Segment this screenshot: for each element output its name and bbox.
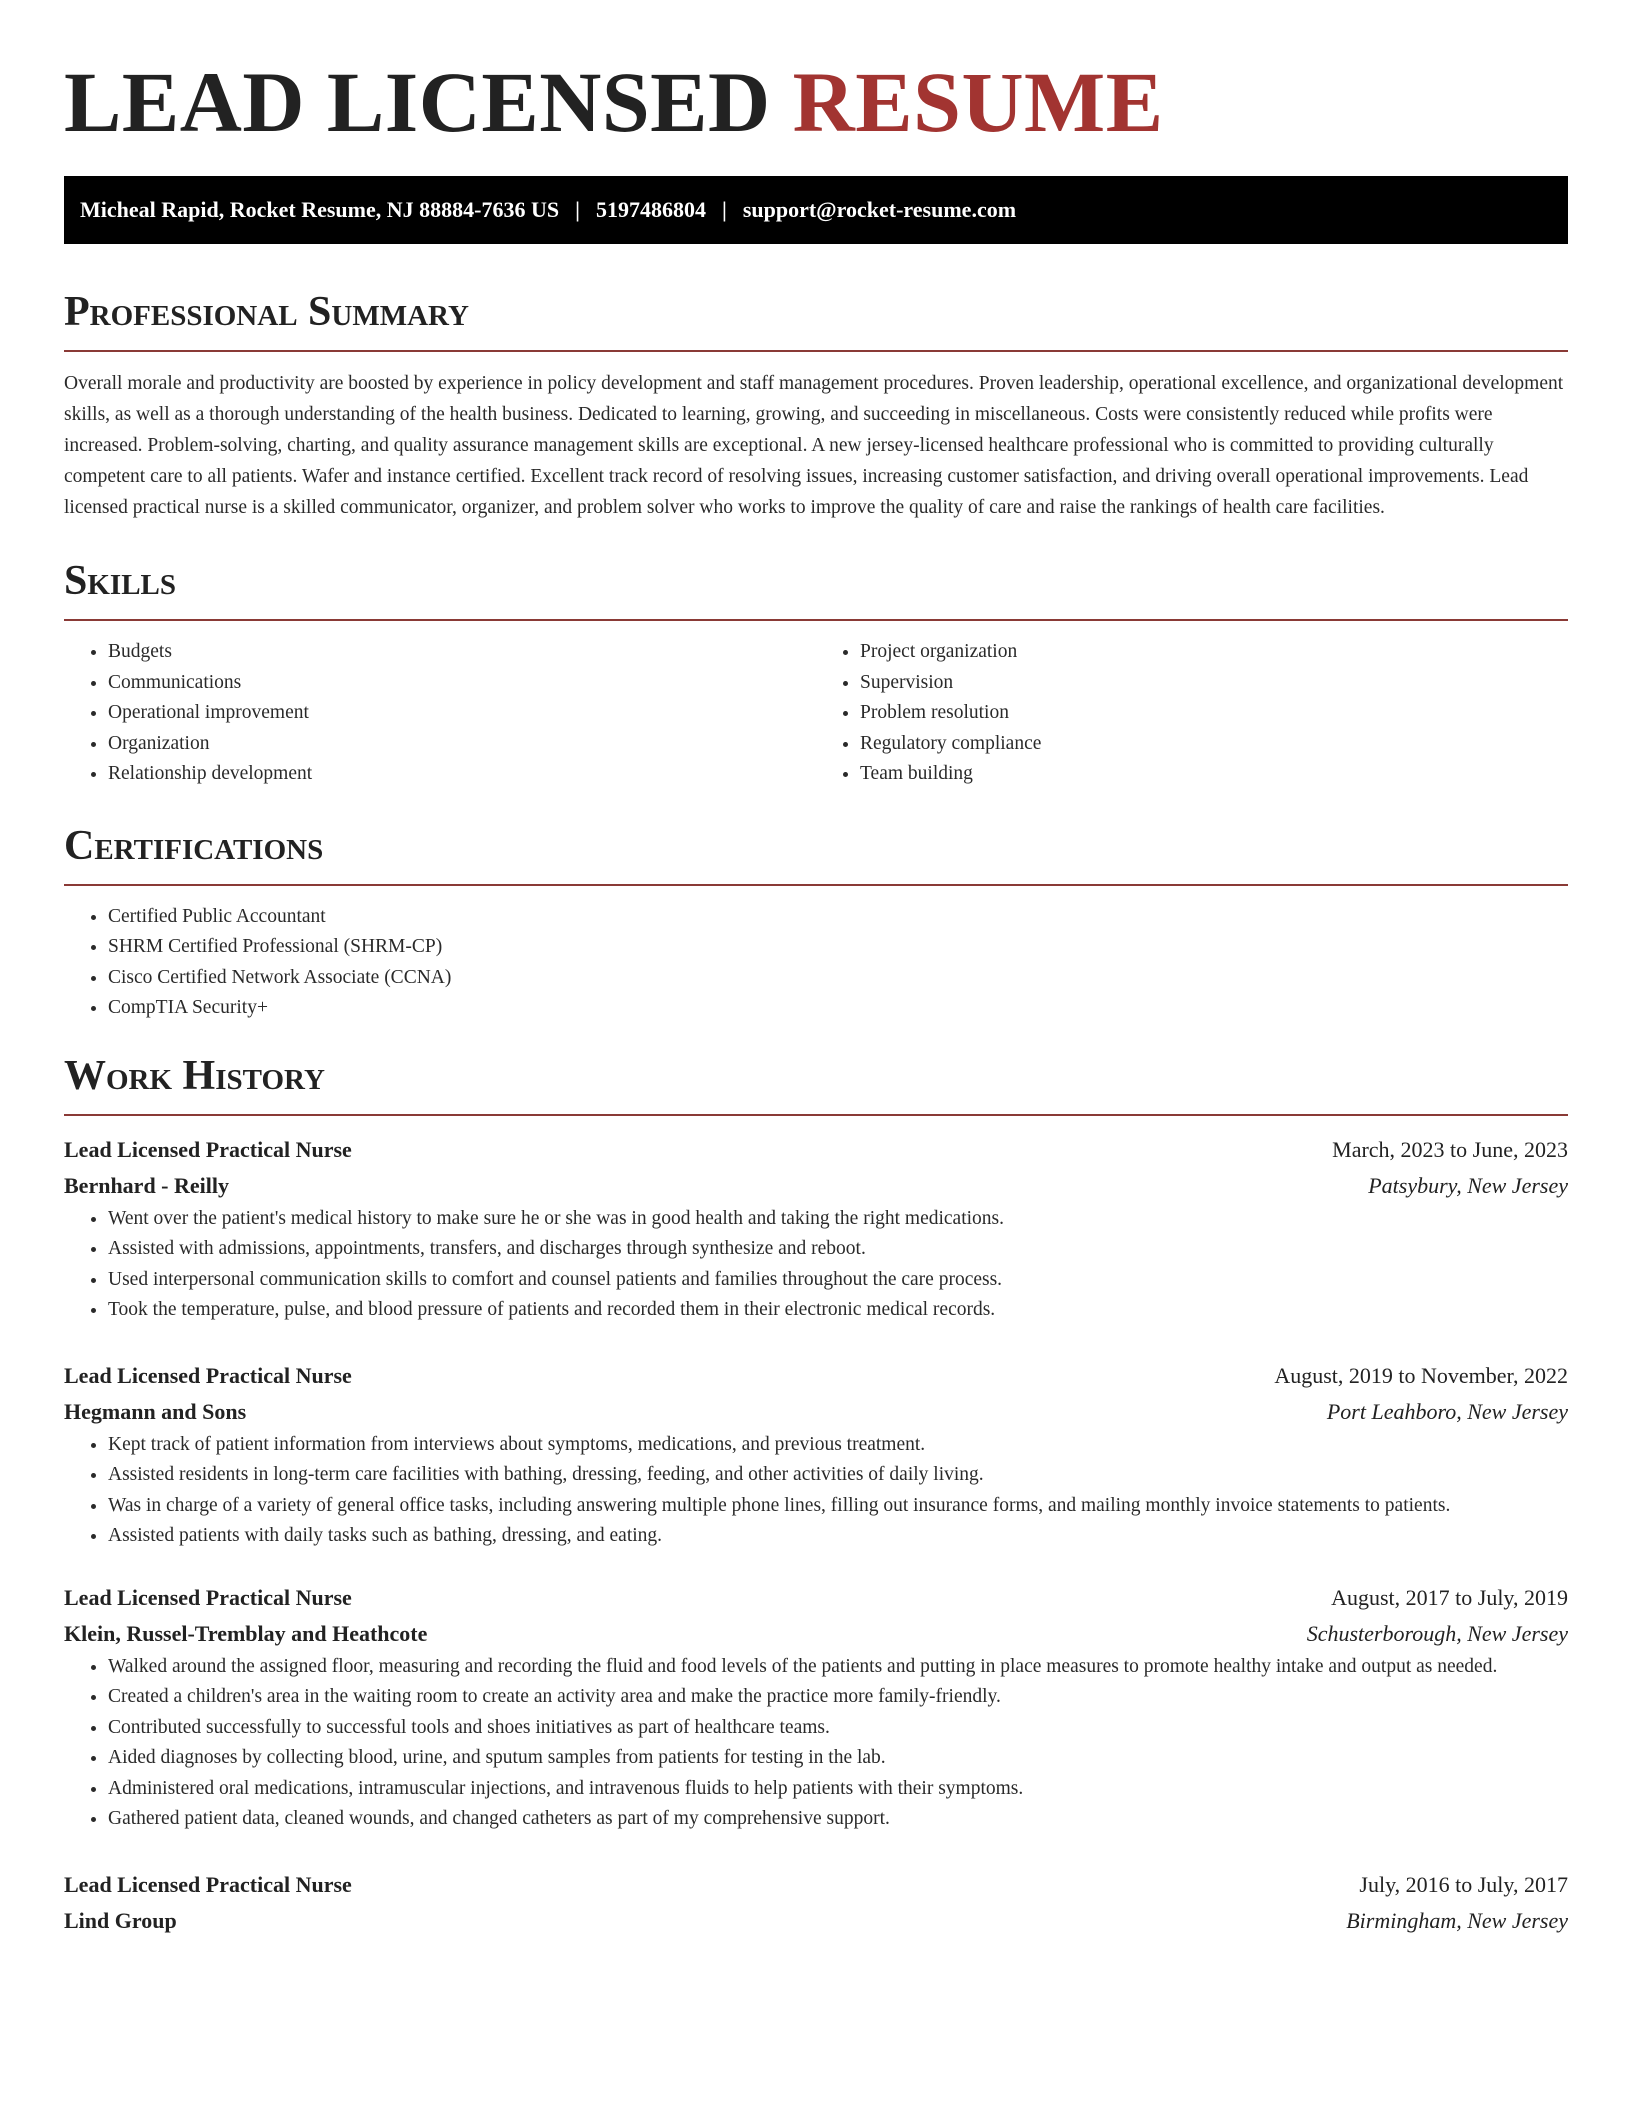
job-duty: • Went over the patient's medical history to make sure he or she was in good health and taking the right medications. (108, 1204, 1568, 1235)
job-location: Schusterborough, New Jersey (1306, 1620, 1568, 1646)
skill-item: • Relationship development (108, 759, 816, 790)
certifications-section (64, 822, 1568, 1024)
job-duties-list (64, 1430, 1568, 1552)
job-title: Lead Licensed Practical Nurse (64, 1871, 352, 1897)
certification-item: • SHRM Certified Professional (SHRM-CP) (108, 932, 1568, 963)
skill-item: • Problem resolution (860, 698, 1568, 729)
certification-item: • Certified Public Accountant (108, 902, 1568, 933)
job-subheader (64, 1903, 1568, 1939)
work-history-section (64, 1052, 1568, 1939)
skills-grid (64, 637, 1568, 790)
job-duty: • Contributed successfully to successful tools and shoes initiatives as part of healthcare teams. (108, 1713, 1568, 1744)
skill-item: • Organization (108, 729, 816, 760)
job-duty: • Gathered patient data, cleaned wounds, and changed catheters as part of my comprehensive support. (108, 1804, 1568, 1835)
job-company: Lind Group (64, 1907, 177, 1933)
skill-item: • Supervision (860, 668, 1568, 699)
contact-address: Micheal Rapid, Rocket Resume, NJ 88884-7636 US (80, 197, 560, 222)
job-duty: • Assisted with admissions, appointments, transfers, and discharges through synthesize and reboot. (108, 1234, 1568, 1265)
job-subheader (64, 1168, 1568, 1204)
contact-phone[interactable]: 5197486804 (595, 197, 706, 222)
work-history-heading: Work History (64, 1052, 325, 1099)
contact-email[interactable]: support@rocket-resume.com (742, 197, 1017, 222)
job-duty: • Administered oral medications, intramuscular injections, and intravenous fluids to help patients with their symptoms. (108, 1774, 1568, 1805)
skills-section (64, 557, 1568, 790)
job-entry (64, 1580, 1568, 1835)
certification-item: • Cisco Certified Network Associate (CCNA) (108, 963, 1568, 994)
certifications-list (64, 902, 1568, 1024)
job-company: Klein, Russel-Tremblay and Heathcote (64, 1620, 428, 1646)
skill-item: • Regulatory compliance (860, 729, 1568, 760)
job-header (64, 1867, 1568, 1903)
job-duties-list (64, 1652, 1568, 1835)
contact-bar (64, 176, 1568, 244)
job-duty: • Created a children's area in the waiting room to create an activity area and make the practice more family-friendly. (108, 1682, 1568, 1713)
job-duty: • Took the temperature, pulse, and blood pressure of patients and recorded them in their electronic medical records. (108, 1295, 1568, 1326)
job-title: Lead Licensed Practical Nurse (64, 1136, 352, 1162)
job-duty: • Assisted residents in long-term care facilities with bathing, dressing, feeding, and other activities of daily living. (108, 1460, 1568, 1491)
skill-item: • Operational improvement (108, 698, 816, 729)
title-main: LEAD LICENSED (64, 54, 771, 150)
contact-separator: | (575, 197, 580, 222)
skills-list-right (816, 637, 1568, 790)
skill-item: • Communications (108, 668, 816, 699)
job-dates: July, 2016 to July, 2017 (1359, 1871, 1568, 1897)
summary-text: Overall morale and productivity are boosted by experience in policy development and staff management procedures. Proven leadership, operational excellence, and organizational development skills, as well as a thorough understanding of the health business. Dedicated to learning, growing, and succeeding in miscellaneous. Costs were consistently reduced while profits were increased. Problem-solving, charting, and quality assurance management skills are exceptional. A new jersey-licensed healthcare professional who is committed to providing culturally competent care to all patients. Wafer and instance certified. Excellent track record of resolving issues, increasing customer satisfaction, and driving overall operational improvements. Lead licensed practical nurse is a skilled communicator, organizer, and problem solver who works to improve the quality of care and raise the rankings of health care facilities. (64, 373, 1564, 518)
job-duty: • Was in charge of a variety of general office tasks, including answering multiple phone lines, filling out insurance forms, and mailing monthly invoice statements to patients. (108, 1491, 1568, 1522)
job-dates: August, 2019 to November, 2022 (1274, 1362, 1568, 1388)
job-subheader (64, 1616, 1568, 1652)
summary-section (64, 288, 1568, 523)
job-subheader (64, 1394, 1568, 1430)
certifications-heading: Certifications (64, 822, 324, 869)
job-entry (64, 1358, 1568, 1552)
skills-list-left (64, 637, 816, 790)
skill-item: • Project organization (860, 637, 1568, 668)
job-location: Port Leahboro, New Jersey (1326, 1398, 1568, 1424)
skills-heading: Skills (64, 558, 177, 604)
job-duty: • Aided diagnoses by collecting blood, urine, and sputum samples from patients for testing in the lab. (108, 1743, 1568, 1774)
job-company: Bernhard - Reilly (64, 1172, 229, 1198)
job-location: Patsybury, New Jersey (1368, 1172, 1568, 1198)
section-divider (64, 1114, 1568, 1116)
job-company: Hegmann and Sons (64, 1398, 247, 1424)
job-title: Lead Licensed Practical Nurse (64, 1584, 352, 1610)
job-duty: • Assisted patients with daily tasks such as bathing, dressing, and eating. (108, 1521, 1568, 1552)
job-header (64, 1358, 1568, 1394)
skill-item: • Budgets (108, 637, 816, 668)
job-header (64, 1132, 1568, 1168)
resume-title (64, 0, 1568, 152)
job-title: Lead Licensed Practical Nurse (64, 1362, 352, 1388)
job-entry (64, 1867, 1568, 1939)
job-header (64, 1580, 1568, 1616)
section-divider (64, 350, 1568, 352)
summary-heading: Professional Summary (64, 289, 469, 335)
contact-separator: | (721, 197, 727, 222)
job-location: Birmingham, New Jersey (1346, 1907, 1568, 1933)
job-duty: • Kept track of patient information from interviews about symptoms, medications, and previous treatment. (108, 1430, 1568, 1461)
job-duties-list (64, 1204, 1568, 1326)
job-duty: • Used interpersonal communication skills to comfort and counsel patients and families throughout the care process. (108, 1265, 1568, 1296)
job-dates: March, 2023 to June, 2023 (1332, 1136, 1568, 1162)
skill-item: • Team building (860, 759, 1568, 790)
section-divider (64, 619, 1568, 621)
job-entry (64, 1132, 1568, 1326)
job-duty: • Walked around the assigned floor, measuring and recording the fluid and food levels of the patients and putting in place measures to promote healthy intake and output as needed. (108, 1652, 1568, 1683)
section-divider (64, 884, 1568, 886)
title-accent: RESUME (792, 54, 1164, 150)
job-dates: August, 2017 to July, 2019 (1331, 1584, 1568, 1610)
certification-item: • CompTIA Security+ (108, 993, 1568, 1024)
